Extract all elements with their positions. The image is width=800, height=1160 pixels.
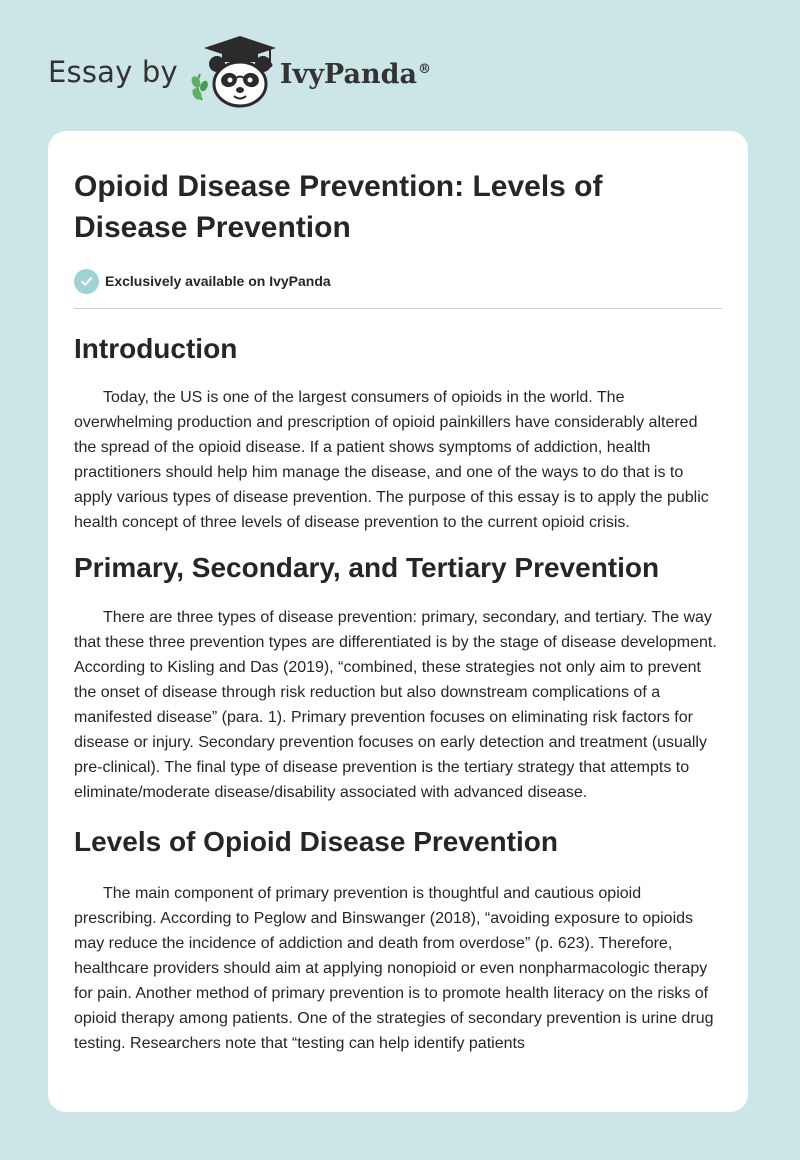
section-paragraph-prevention-types: There are three types of disease prevention: primary, secondary, and tertiary. The way that these three prevention types are differentiated is by the stage of disease development. According to Kisling and Das (2019), “combined, these strategies not only aim to prevent the onset of disease through risk reduction but also downstream complications of a manifested disease” (para. 1). Primary prevention focuses on eliminating risk factors for disease or injury. Secondary prevention focuses on early detection and treatment (usually pre-clinical). The final type of disease prevention is the tertiary strategy that attempts to eliminate/moderate disease/disability associated with advanced disease. xyxy=(74,609,717,801)
check-circle-icon xyxy=(74,269,99,294)
site-header xyxy=(48,34,431,110)
registered-mark: ® xyxy=(417,61,431,77)
section-paragraph-introduction: Today, the US is one of the largest consumers of opioids in the world. The overwhelming production and prescription of opioid painkillers have considerably altered the spread of the opioid disease. If a patient shows symptoms of addiction, health practitioners should help him manage the disease, and one of the ways to do that is to apply various types of disease prevention. The purpose of this essay is to apply the public health concept of three levels of disease prevention to the current opioid crisis. xyxy=(74,389,709,531)
section-heading-levels: Levels of Opioid Disease Prevention xyxy=(74,826,558,857)
divider xyxy=(74,308,722,309)
exclusive-badge-label: Exclusively available on IvyPanda xyxy=(105,273,331,289)
page-title: Opioid Disease Prevention: Levels of Disease Prevention xyxy=(74,170,603,244)
section-heading-introduction: Introduction xyxy=(74,333,238,364)
panda-graduation-cap-icon xyxy=(190,34,278,110)
exclusive-badge xyxy=(74,268,722,294)
section-heading-prevention-types: Primary, Secondary, and Tertiary Prevention xyxy=(74,552,660,583)
section-paragraph-levels: The main component of primary prevention is thoughtful and cautious opioid prescribing. According to Peglow and Binswanger (2018), “avoiding exposure to opioids may reduce the incidence of addiction and death from overdose” (p. 623). Therefore, healthcare providers should aim at applying nonopioid or even nonpharmacologic therapy for pain. Another method of primary prevention is to promote health literacy on the risks of opioid therapy among patients. One of the strategies of secondary prevention is urine drug testing. Researchers note that “testing can help identify patients xyxy=(74,885,714,1052)
essay-card xyxy=(48,131,748,1112)
essay-by-label: Essay by xyxy=(48,55,178,89)
brand-name[interactable]: IvyPanda® xyxy=(279,58,431,90)
